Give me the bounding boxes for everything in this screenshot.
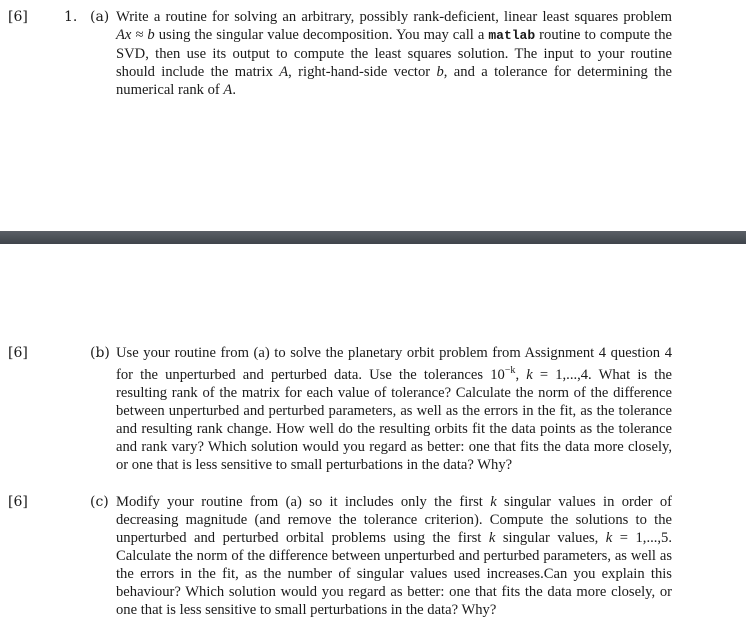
part-a-text (116, 8, 672, 99)
part-b-text-1: Use your routine from (a) to solve the planetary orbit problem from Assignment 4 question 4 for the unperturbed and perturbed data. Use the tolerances 10 (116, 345, 672, 383)
part-a-text-1: Write a routine for solving an arbitrary, possibly rank-deficient, linear least squares problem (116, 9, 672, 25)
part-c-text-4: = 1,...,5. Calculate the norm of the difference between unperturbed and perturbed parameters, as well as the errors in the fit, as the number of singular values used increases.Can you explain this behaviour? Which solution would you regard as better: one that fits the data more closely, or one that is less sensitive to small perturbations in the data? Why? (116, 530, 672, 618)
part-a-math-2: A (279, 64, 289, 80)
part-c-math-2: k (488, 530, 496, 546)
part-label-a: (a) (90, 9, 110, 25)
part-b-text-2: , (515, 366, 527, 383)
part-b-text (116, 344, 672, 474)
marks-part-c: [6] (8, 494, 28, 510)
part-a-text-6: . (232, 82, 236, 98)
marks-part-b: [6] (8, 345, 28, 361)
marks-part-a: [6] (8, 9, 28, 25)
part-a-math-1: Ax ≈ b (116, 27, 155, 43)
part-a-math-3: b (436, 64, 444, 80)
part-b-text-3: = 1,...,4. What is the resulting rank of the matrix for each value of tolerance? Calculate the norm of the difference between unperturbed and perturbed parameters, as well as the errors in the fit, as the tolerance and resulting rank change. How well do the resulting orbits fit the data points as the tolerance and rank vary? Which solution would you regard as better: one that fits the data more closely, or one that is less sensitive to small perturbations in the data? Why? (116, 366, 673, 473)
part-c-math-1: k (490, 494, 497, 510)
part-a-math-4: A (223, 82, 233, 98)
page-divider (0, 231, 746, 244)
part-a-text-2: using the singular value decomposition. You may call a (154, 27, 489, 43)
part-c-text-1: Modify your routine from (a) so it includes only the first (116, 494, 491, 510)
part-label-b: (b) (90, 345, 110, 361)
page-top (0, 0, 746, 231)
part-c-text-3: singular values, (495, 530, 606, 546)
part-b-math-1: k (526, 366, 533, 383)
part-c-text (116, 493, 672, 619)
part-label-c: (c) (90, 494, 109, 510)
page-bottom (0, 244, 746, 639)
part-b-sup: −k (504, 365, 516, 376)
part-a-text-5: , and a tolerance for determining the numerical rank of (116, 64, 672, 98)
part-c-text-2: singular values in order of decreasing magnitude (and remove the tolerance criterion). Compute the solutions to the unperturbed and perturbed orbital problems using the first (116, 494, 672, 546)
part-c-math-3: k (605, 530, 613, 546)
part-a-code: matlab (488, 28, 536, 43)
question-number: 1. (64, 9, 78, 25)
part-a-text-4: , right-hand-side vector (288, 64, 437, 80)
part-a-text-3: routine to compute the SVD, then use its output to compute the least squares solution. The input to your routine should include the matrix (116, 27, 672, 80)
